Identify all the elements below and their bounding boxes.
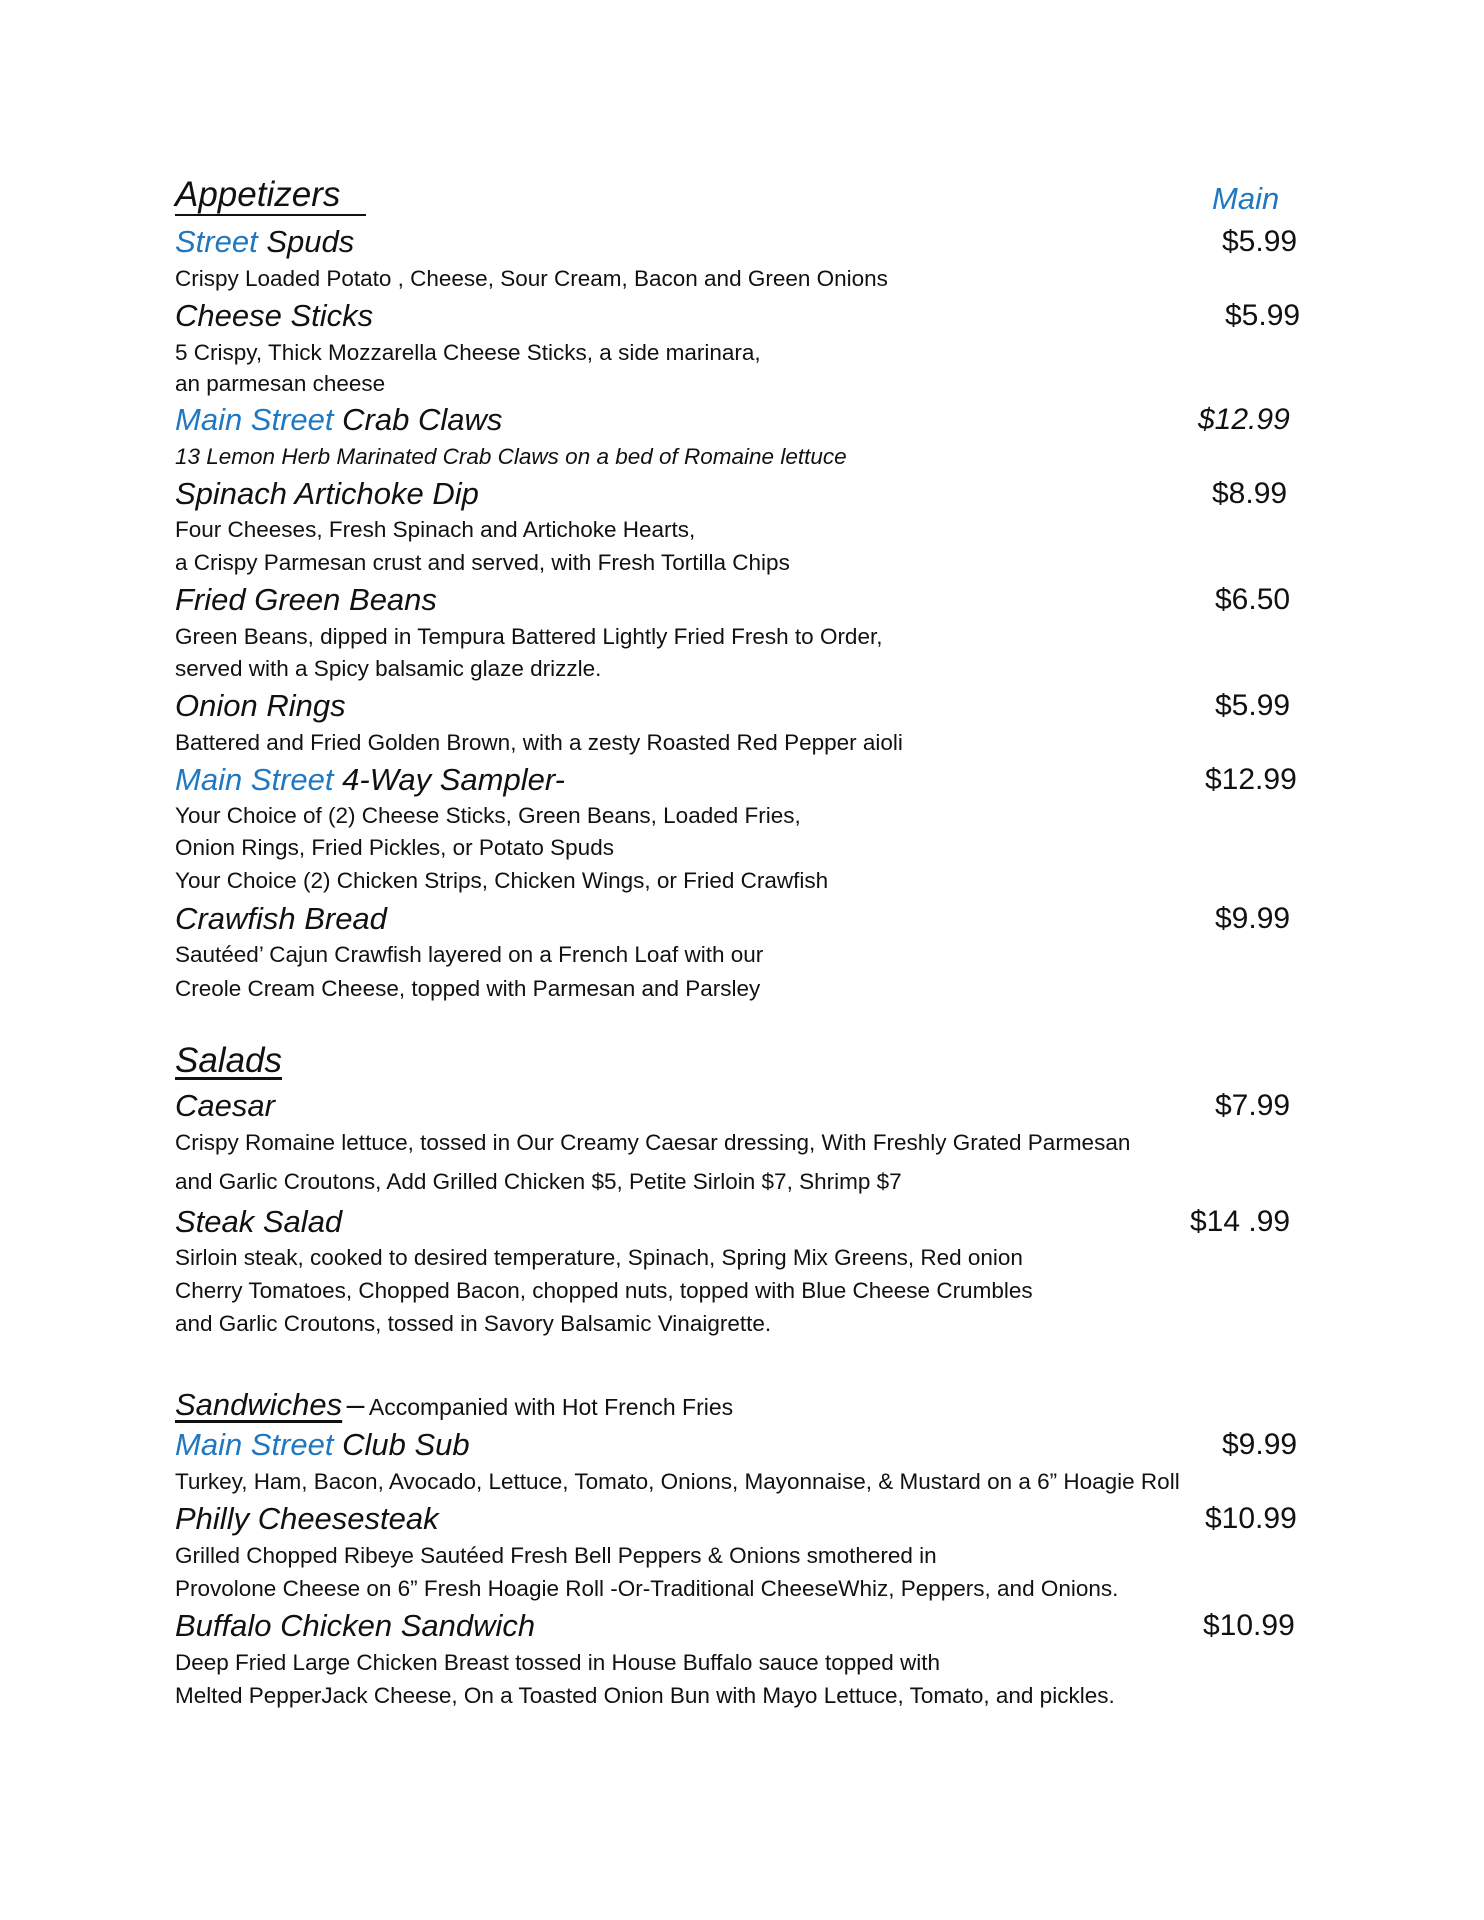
item-crawfish-bread: Crawfish Bread <box>175 901 387 936</box>
item-description: Cherry Tomatoes, Chopped Bacon, chopped nuts, topped with Blue Cheese Crumbles <box>175 1278 1033 1303</box>
appetizers-title: Appetizers <box>175 176 366 216</box>
item-spinach-artichoke-dip: Spinach Artichoke Dip <box>175 476 479 511</box>
item-4-way-sampler <box>175 762 565 798</box>
main-column-label: Main <box>1212 181 1280 216</box>
item-description: 5 Crispy, Thick Mozzarella Cheese Sticks, a side marinara, <box>175 340 761 365</box>
item-philly-cheesesteak: Philly Cheesesteak <box>175 1501 439 1536</box>
item-description: Grilled Chopped Ribeye Sautéed Fresh Bell Peppers & Onions smothered in <box>175 1543 937 1568</box>
item-prefix: Main Street <box>175 402 334 437</box>
item-club-sub <box>175 1427 470 1463</box>
item-description: Melted PepperJack Cheese, On a Toasted Onion Bun with Mayo Lettuce, Tomato, and pickles. <box>175 1683 1115 1708</box>
item-description: Turkey, Ham, Bacon, Avocado, Lettuce, Tomato, Onions, Mayonnaise, & Mustard on a 6” Hoagie Roll <box>175 1469 1180 1494</box>
item-price: $12.99 <box>1198 403 1290 436</box>
item-price: $9.99 <box>1215 902 1291 935</box>
item-crab-claws <box>175 402 502 438</box>
sandwiches-dash: – <box>346 1386 365 1422</box>
item-description: Deep Fried Large Chicken Breast tossed in House Buffalo sauce topped with <box>175 1650 941 1675</box>
item-description: Green Beans, dipped in Tempura Battered Lightly Fried Fresh to Order, <box>175 624 883 649</box>
item-price: $5.99 <box>1215 689 1291 722</box>
item-street-spuds <box>175 224 354 260</box>
item-price: $10.99 <box>1205 1502 1297 1535</box>
item-description: 13 Lemon Herb Marinated Crab Claws on a bed of Romaine lettuce <box>175 444 847 469</box>
item-caesar: Caesar <box>175 1088 275 1123</box>
item-price: $6.50 <box>1215 583 1291 616</box>
item-price: $10.99 <box>1203 1609 1295 1642</box>
item-buffalo-chicken-sandwich: Buffalo Chicken Sandwich <box>175 1608 536 1643</box>
item-prefix: Main Street <box>175 1427 334 1462</box>
item-description: and Garlic Croutons, Add Grilled Chicken $5, Petite Sirloin $7, Shrimp $7 <box>175 1169 902 1194</box>
item-name: Club Sub <box>342 1427 470 1462</box>
item-price: $5.99 <box>1222 225 1298 258</box>
item-price: $7.99 <box>1215 1089 1291 1122</box>
item-description: and Garlic Croutons, tossed in Savory Balsamic Vinaigrette. <box>175 1311 772 1336</box>
item-description: Battered and Fried Golden Brown, with a zesty Roasted Red Pepper aioli <box>175 730 903 755</box>
item-description: Onion Rings, Fried Pickles, or Potato Spuds <box>175 835 614 860</box>
item-name: Spuds <box>266 224 355 259</box>
item-prefix: Street <box>175 224 258 259</box>
item-description: an parmesan cheese <box>175 371 386 396</box>
item-onion-rings: Onion Rings <box>175 688 346 723</box>
item-price: $9.99 <box>1222 1428 1298 1461</box>
item-description: Crispy Loaded Potato , Cheese, Sour Cream, Bacon and Green Onions <box>175 266 888 291</box>
item-description: Sautéed’ Cajun Crawfish layered on a French Loaf with our <box>175 942 764 967</box>
item-description: a Crispy Parmesan crust and served, with Fresh Tortilla Chips <box>175 550 790 575</box>
item-name: 4-Way Sampler- <box>342 762 565 797</box>
sandwiches-header <box>175 1386 733 1423</box>
item-description: Creole Cream Cheese, topped with Parmesan and Parsley <box>175 976 761 1001</box>
item-price: $5.99 <box>1225 299 1301 332</box>
item-description: Sirloin steak, cooked to desired temperature, Spinach, Spring Mix Greens, Red onion <box>175 1245 1023 1270</box>
item-prefix: Main Street <box>175 762 334 797</box>
item-fried-green-beans: Fried Green Beans <box>175 582 437 617</box>
item-price: $8.99 <box>1212 477 1288 510</box>
item-description: Crispy Romaine lettuce, tossed in Our Creamy Caesar dressing, With Freshly Grated Parmesan <box>175 1130 1131 1155</box>
item-price: $14 .99 <box>1190 1205 1291 1238</box>
salads-title: Salads <box>175 1041 283 1080</box>
item-steak-salad: Steak Salad <box>175 1204 343 1239</box>
item-cheese-sticks: Cheese Sticks <box>175 298 374 333</box>
item-description: served with a Spicy balsamic glaze drizzle. <box>175 656 602 681</box>
item-description: Your Choice (2) Chicken Strips, Chicken Wings, or Fried Crawfish <box>175 868 829 893</box>
item-name: Crab Claws <box>342 402 503 437</box>
sandwiches-title: Sandwiches <box>175 1387 343 1422</box>
item-description: Four Cheeses, Fresh Spinach and Artichoke Hearts, <box>175 517 696 542</box>
sandwiches-subtitle: Accompanied with Hot French Fries <box>368 1394 734 1420</box>
item-description: Provolone Cheese on 6” Fresh Hoagie Roll -Or-Traditional CheeseWhiz, Peppers, and Onions. <box>175 1576 1119 1601</box>
item-price: $12.99 <box>1205 763 1297 796</box>
item-description: Your Choice of (2) Cheese Sticks, Green Beans, Loaded Fries, <box>175 803 801 828</box>
